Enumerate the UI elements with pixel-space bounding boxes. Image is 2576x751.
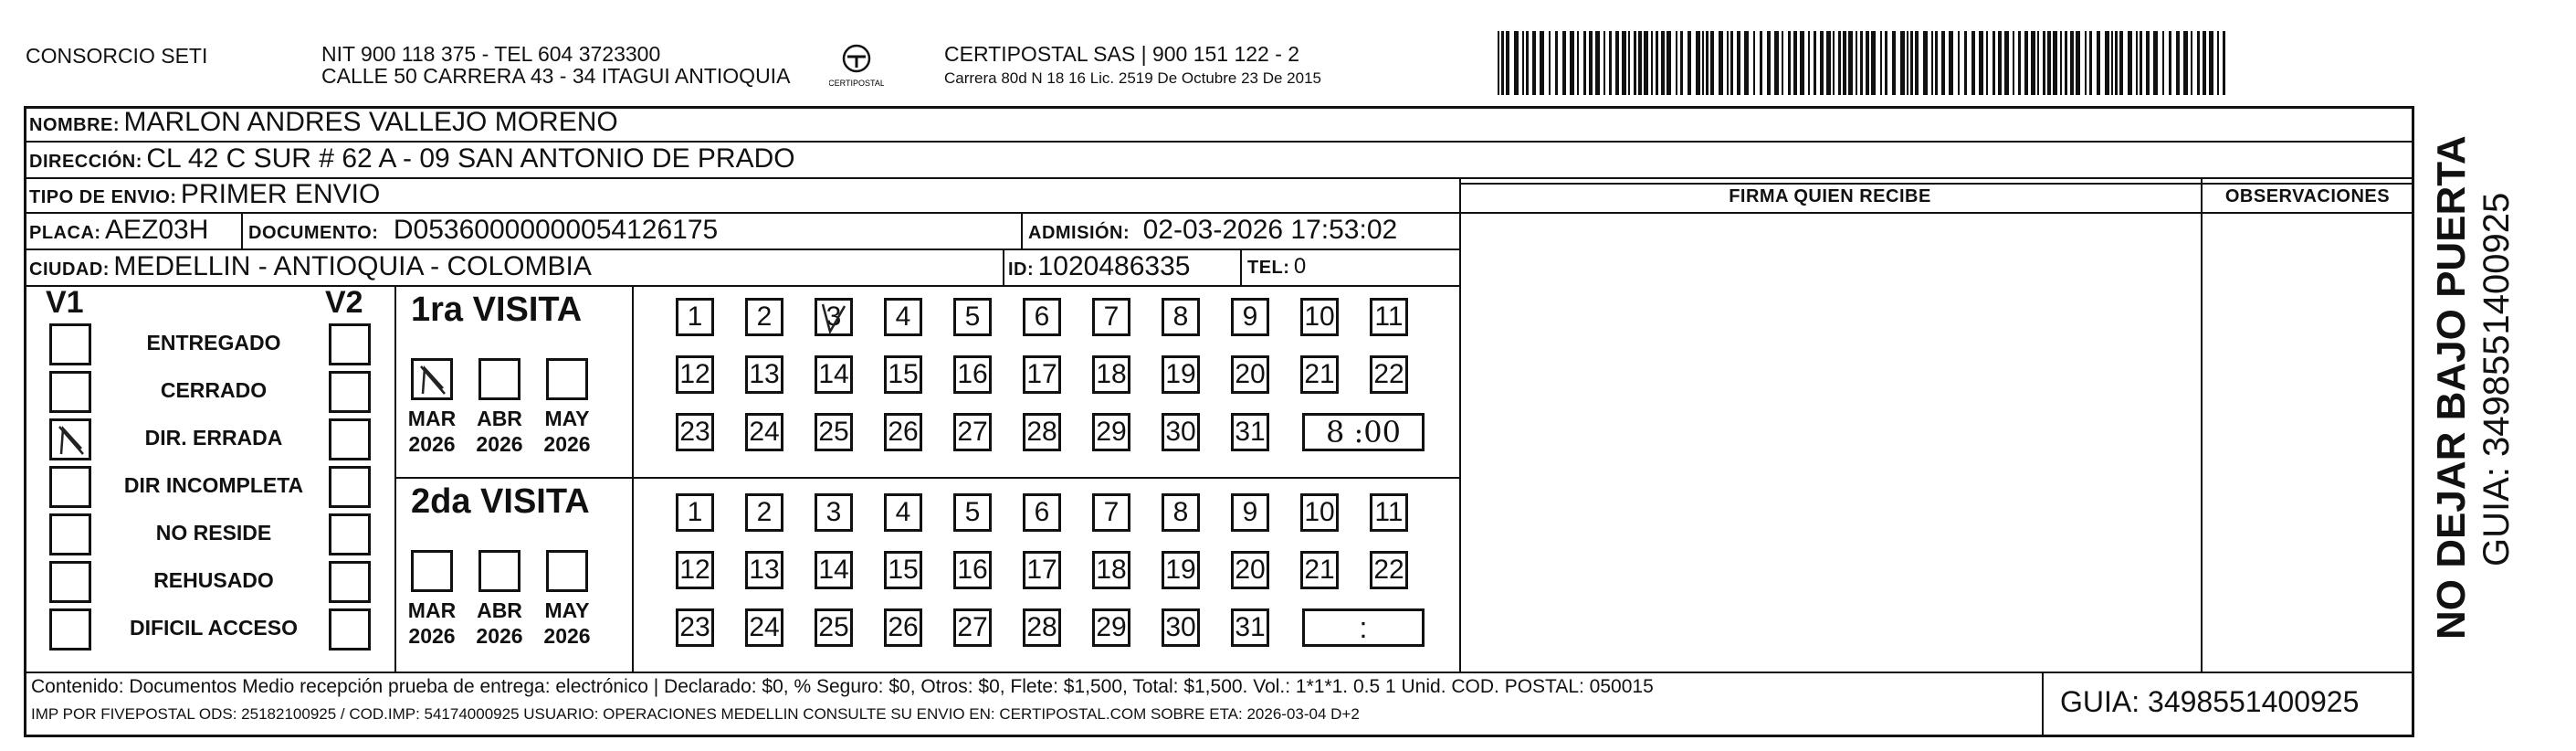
first-visit-day-box[interactable]: 7 bbox=[1092, 298, 1130, 336]
month-label: MAR 2026 bbox=[407, 407, 457, 456]
certipostal-logo bbox=[829, 38, 884, 91]
svg-text:CERTIPOSTAL: CERTIPOSTAL bbox=[829, 79, 884, 88]
tipo-envio-label: TIPO DE ENVIO: bbox=[29, 187, 177, 207]
nombre-value: MARLON ANDRES VALLEJO MORENO bbox=[123, 107, 618, 137]
month-label: MAR 2026 bbox=[407, 598, 457, 648]
observaciones-header: OBSERVACIONES bbox=[2224, 186, 2391, 206]
v1-checkbox[interactable] bbox=[49, 323, 91, 365]
second-visit-day-box[interactable]: 20 bbox=[1231, 551, 1269, 589]
status-label: NO RESIDE bbox=[155, 521, 272, 545]
contenido-line: Contenido: Documentos Medio recepción prueba de entrega: electrónico | Declarado: $0, % Seguro: $0, Otros: $0, Flete: $1,500, Total: $1,500. Vol.: 1*1*1. 0.5 1 Unid. COD. POSTAL: 050015 bbox=[31, 676, 1654, 697]
placa-label: PLACA: bbox=[29, 223, 101, 243]
second-visit-day-box[interactable]: 10 bbox=[1300, 493, 1339, 532]
first-visit-day-box[interactable]: 22 bbox=[1370, 355, 1408, 394]
v2-checkbox[interactable] bbox=[329, 418, 371, 460]
direccion-label: DIRECCIÓN: bbox=[29, 152, 142, 172]
barcode bbox=[1498, 31, 2228, 95]
direccion-value: CL 42 C SUR # 62 A - 09 SAN ANTONIO DE PRADO bbox=[146, 143, 795, 174]
first-visit-day-box[interactable]: 14 bbox=[815, 355, 853, 394]
v1-checkbox[interactable] bbox=[49, 513, 91, 555]
admision-label: ADMISIÓN: bbox=[1028, 223, 1130, 243]
first-visit-month-checkbox[interactable] bbox=[478, 358, 520, 400]
second-visit-month-checkbox[interactable] bbox=[546, 550, 588, 592]
first-visit-day-box[interactable]: 6 bbox=[1023, 298, 1061, 336]
status-label: DIR. ERRADA bbox=[144, 426, 283, 450]
documento-value: D05360000000054126175 bbox=[393, 215, 719, 245]
v1-checkbox[interactable] bbox=[49, 561, 91, 603]
first-visit-day-box[interactable]: 24 bbox=[745, 413, 783, 451]
id-label: ID: bbox=[1008, 259, 1035, 280]
first-visit-day-box[interactable]: 4 bbox=[884, 298, 922, 336]
first-visit-day-box[interactable]: 26 bbox=[884, 413, 922, 451]
v2-checkbox[interactable] bbox=[329, 608, 371, 651]
second-visit-day-box[interactable]: 29 bbox=[1092, 608, 1130, 647]
first-visit-day-box[interactable]: 16 bbox=[953, 355, 992, 394]
footer-guia: GUIA: 3498551400925 bbox=[2060, 685, 2360, 718]
second-visit-time-box[interactable]: : bbox=[1302, 608, 1425, 647]
admision-value: 02-03-2026 17:53:02 bbox=[1142, 215, 1398, 245]
first-visit-month-checkbox[interactable] bbox=[546, 358, 588, 400]
placa-value: AEZ03H bbox=[105, 215, 209, 245]
month-label: ABR 2026 bbox=[476, 598, 523, 648]
second-visit-day-box[interactable]: 1 bbox=[676, 493, 714, 532]
company-name: CONSORCIO SETI bbox=[26, 44, 208, 68]
second-visit-day-box[interactable]: 15 bbox=[884, 551, 922, 589]
ciudad-value: MEDELLIN - ANTIOQUIA - COLOMBIA bbox=[113, 251, 592, 281]
second-visit-month-checkbox[interactable] bbox=[411, 550, 453, 592]
second-visit-day-box[interactable]: 9 bbox=[1231, 493, 1269, 532]
first-visit-day-box[interactable]: 21 bbox=[1300, 355, 1339, 394]
status-label: DIR INCOMPLETA bbox=[123, 473, 304, 497]
address-line: CALLE 50 CARRERA 43 - 34 ITAGUI ANTIOQUIA bbox=[321, 64, 791, 88]
second-visit-day-box[interactable]: 30 bbox=[1162, 608, 1200, 647]
v1-checkbox[interactable] bbox=[49, 371, 91, 413]
second-visit-day-box[interactable]: 18 bbox=[1092, 551, 1130, 589]
nit-line: NIT 900 118 375 - TEL 604 3723300 bbox=[321, 42, 661, 66]
month-label: MAY 2026 bbox=[543, 407, 591, 456]
first-visit-day-box[interactable]: 9 bbox=[1231, 298, 1269, 336]
first-visit-day-box[interactable]: 3 bbox=[815, 298, 853, 336]
first-visit-day-box[interactable]: 11 bbox=[1370, 298, 1408, 336]
v2-checkbox[interactable] bbox=[329, 561, 371, 603]
first-visit-day-box[interactable]: 18 bbox=[1092, 355, 1130, 394]
second-visit-day-box[interactable]: 23 bbox=[676, 608, 714, 647]
second-visit-day-box[interactable]: 19 bbox=[1162, 551, 1200, 589]
v2-label: V2 bbox=[325, 285, 363, 320]
second-visit-day-box[interactable]: 2 bbox=[745, 493, 783, 532]
second-visit-day-box[interactable]: 5 bbox=[953, 493, 992, 532]
second-visit-day-box[interactable]: 28 bbox=[1023, 608, 1061, 647]
imp-line: IMP POR FIVEPOSTAL ODS: 25182100925 / COD.IMP: 54174000925 USUARIO: OPERACIONES MEDELLIN CONSULTE SU ENVIO EN: CERTIPOSTAL.COM SOBRE ETA: 2026-03-04 D+2 bbox=[31, 705, 1360, 723]
second-visit-day-box[interactable]: 4 bbox=[884, 493, 922, 532]
status-label: ENTREGADO bbox=[146, 331, 281, 354]
v2-checkbox[interactable] bbox=[329, 371, 371, 413]
v1-label: V1 bbox=[46, 285, 84, 320]
first-visit-day-box[interactable]: 23 bbox=[676, 413, 714, 451]
tel-label: TEL: bbox=[1247, 258, 1290, 278]
first-visit-day-box[interactable]: 27 bbox=[953, 413, 992, 451]
first-visit-day-box[interactable]: 8 bbox=[1162, 298, 1200, 336]
second-visit-label: 2da VISITA bbox=[411, 482, 590, 521]
v1-checkbox[interactable] bbox=[49, 608, 91, 651]
first-visit-day-box[interactable]: 2 bbox=[745, 298, 783, 336]
second-visit-day-box[interactable]: 11 bbox=[1370, 493, 1408, 532]
second-visit-day-box[interactable]: 24 bbox=[745, 608, 783, 647]
v2-checkbox[interactable] bbox=[329, 513, 371, 555]
first-visit-day-box[interactable]: 31 bbox=[1231, 413, 1269, 451]
first-visit-day-box[interactable]: 1 bbox=[676, 298, 714, 336]
first-visit-day-box[interactable]: 20 bbox=[1231, 355, 1269, 394]
v1-checkbox[interactable] bbox=[49, 418, 91, 460]
license-line: Carrera 80d N 18 16 Lic. 2519 De Octubre 23 De 2015 bbox=[944, 69, 1321, 87]
first-visit-day-box[interactable]: 25 bbox=[815, 413, 853, 451]
second-visit-day-box[interactable]: 25 bbox=[815, 608, 853, 647]
first-visit-day-box[interactable]: 19 bbox=[1162, 355, 1200, 394]
second-visit-day-box[interactable]: 12 bbox=[676, 551, 714, 589]
first-visit-day-box[interactable]: 12 bbox=[676, 355, 714, 394]
first-visit-day-box[interactable]: 30 bbox=[1162, 413, 1200, 451]
first-visit-label: 1ra VISITA bbox=[411, 291, 583, 329]
month-label: MAY 2026 bbox=[543, 598, 591, 648]
second-visit-day-box[interactable]: 7 bbox=[1092, 493, 1130, 532]
tel-value: 0 bbox=[1293, 254, 1307, 279]
nombre-label: NOMBRE: bbox=[29, 115, 121, 135]
second-visit-day-box[interactable]: 3 bbox=[815, 493, 853, 532]
second-visit-month-checkbox[interactable] bbox=[478, 550, 520, 592]
second-visit-day-box[interactable]: 22 bbox=[1370, 551, 1408, 589]
status-label: CERRADO bbox=[160, 378, 268, 402]
status-label: DIFICIL ACCESO bbox=[129, 616, 298, 640]
second-visit-day-box[interactable]: 16 bbox=[953, 551, 992, 589]
v1-checkbox[interactable] bbox=[49, 466, 91, 508]
second-visit-day-box[interactable]: 26 bbox=[884, 608, 922, 647]
status-label: REHUSADO bbox=[153, 568, 274, 592]
v2-checkbox[interactable] bbox=[329, 323, 371, 365]
second-visit-day-box[interactable]: 27 bbox=[953, 608, 992, 647]
first-visit-day-box[interactable]: 28 bbox=[1023, 413, 1061, 451]
first-visit-day-box[interactable]: 5 bbox=[953, 298, 992, 336]
second-visit-day-box[interactable]: 14 bbox=[815, 551, 853, 589]
side-guia: GUIA: 3498551400925 bbox=[2476, 192, 2517, 566]
second-visit-day-box[interactable]: 13 bbox=[745, 551, 783, 589]
month-label: ABR 2026 bbox=[476, 407, 523, 456]
side-notice: NO DEJAR BAJO PUERTA bbox=[2429, 135, 2474, 640]
documento-label: DOCUMENTO: bbox=[248, 223, 379, 243]
second-visit-day-box[interactable]: 17 bbox=[1023, 551, 1061, 589]
certipostal-line: CERTIPOSTAL SAS | 900 151 122 - 2 bbox=[944, 42, 1300, 66]
first-visit-day-box[interactable]: 10 bbox=[1300, 298, 1339, 336]
first-visit-day-box[interactable]: 15 bbox=[884, 355, 922, 394]
first-visit-day-box[interactable]: 17 bbox=[1023, 355, 1061, 394]
first-visit-month-checkbox[interactable] bbox=[411, 358, 453, 400]
second-visit-day-box[interactable]: 21 bbox=[1300, 551, 1339, 589]
second-visit-day-box[interactable]: 6 bbox=[1023, 493, 1061, 532]
ciudad-label: CIUDAD: bbox=[29, 259, 110, 280]
firma-header: FIRMA QUIEN RECIBE bbox=[1729, 186, 1931, 206]
second-visit-day-box[interactable]: 31 bbox=[1231, 608, 1269, 647]
first-visit-day-box[interactable]: 29 bbox=[1092, 413, 1130, 451]
id-value: 1020486335 bbox=[1037, 251, 1191, 281]
second-visit-day-box[interactable]: 8 bbox=[1162, 493, 1200, 532]
first-visit-time-box[interactable]: 8 :00 bbox=[1302, 413, 1425, 451]
tipo-envio-value: PRIMER ENVIO bbox=[180, 179, 381, 209]
v2-checkbox[interactable] bbox=[329, 466, 371, 508]
first-visit-day-box[interactable]: 13 bbox=[745, 355, 783, 394]
